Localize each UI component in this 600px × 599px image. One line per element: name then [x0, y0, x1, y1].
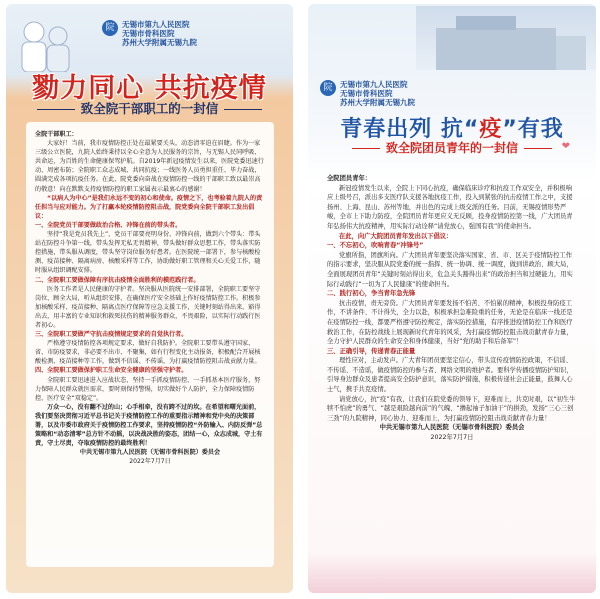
letter-card: [318, 166, 586, 586]
paragraph: 抗击疫情，责无旁贷。广大团员青年要发扬不怕苦、不怕累的精神，积极投身防疫工作，不讲条件、不计得失，全力以赴，积极承担急难险重的任务，无论是在临床一线还是在疫情防控一线，都要严格遵守防控规定，落实防控措施，有序推进疫情防控工作和医疗救治工作，在防控战线上展现新时代青年的风采，为打赢疫情防控阻击战贡献青春力量，全力守护人民群众的生命安全和身体健康，当好“党的助手和后备军”！: [327, 299, 573, 346]
poster-headline: 青春出列 抗“疫”有我: [340, 117, 564, 142]
hospital-logo: [102, 20, 197, 47]
date: 2022年7月7日: [129, 458, 171, 466]
section-heading: 一、全院党员干部要做政治合格、冲锋在前的带头者。: [35, 221, 182, 229]
signature: 中共无锡市第九人民医院（无锡市骨科医院）委员会: [379, 424, 525, 432]
hospital-emblem-icon: 院: [102, 20, 118, 36]
paragraph: 医务工作者是人民健康的守护者。坚决服从医院统一安排部署，全院职工要坚守岗位、顾全大局，听从组织安排，在确保医疗安全基础上作好疫情防控工作。积极参加核酸采样、疫苗接种、隔离点医疗保障等应急支援工作，关键时刻站得出来、豁得出去，用丰富的专业知识和救死扶伤的精神服务群众，不畏艰险，以实际行动践行医者初心。: [35, 285, 261, 329]
logo-line-3: 苏州大学附属无锡九院: [122, 38, 197, 47]
paragraph: 新冠疫情发生以来，全院上下同心抗疫，确保临床诊疗和抗疫工作双安全，并积极响应上级号召，派出多支医疗队支援各地抗疫工作，投入到紧张的抗击疫情工作之中，支援扬州、上海、昆山、苏州等地，并出色的完成上级交派的任务。目前，无锡疫情形势严峻，全市上下助力防疫，全院团员青年更应义无反顾，投身疫情防控第一线，广大团员青年弘扬伟大抗疫精神，用实际行动诠释“请党放心，强国有我”的使命担当。: [327, 184, 573, 230]
appeal-paragraph: “以病人为中心”是我们永远不变的初心和使命。疫情之下，也考验着九院人的责任担当与应对能力。为了打赢本轮疫情防控阻击战，院党委向全院干部职工发出倡议：: [35, 194, 263, 220]
greeting: 全院干部职工：: [35, 131, 78, 138]
medical-staff-illustration: [16, 16, 78, 72]
letter-body: [26, 122, 274, 466]
appeal-paragraph: 在此，向广大院团员青年发出以下倡议：: [339, 232, 453, 240]
letter-card: [26, 122, 274, 567]
letter-body: [318, 166, 586, 443]
paragraph: 全院职工要迅速进入应战状态，坚持一手抓疫情防控、一手抓基本医疗服务，努力保障人民群众就医需求，要时刻保持警惕，切实做好个人防护，全力保障疫情防控、医疗安全“双稳定”。: [35, 376, 261, 402]
paragraph: 党旗所指，团旗所向。广大团员青年要坚决落实国家、省、市、区关于疫情防控工作的指示要求，坚决服从院党委的统一指挥、统一协调、统一调度，做到讲政治、顾大局，全面展现团员青年“关键时刻站得出来，危急关头豁得出来”的政治担当和过硬能力，用实际行动践行“一切为了人民健康”的使命担当。: [327, 251, 573, 288]
logo-line-2: 无锡市骨科医院: [340, 89, 393, 98]
section-heading: 二、全院职工要做保障有序抗击疫情全面胜利的模范践行者。: [35, 276, 200, 284]
section-heading: 三、正确引导，传递青春正能量: [327, 347, 416, 355]
greeting: 全院团员青年：: [327, 175, 372, 182]
poster-subtitle: 致全院团员青年的一封信: [308, 139, 596, 156]
paragraph: 大家好！当前，我市疫情防控正处在最紧要关头，动态清零迫在眉睫。作为一家三级公立医院，九院人始终秉持以全心全意为人民服务的宗旨，与无锡人民同呼吸、共命运，为百姓的生命健康保驾护航。自2019年新冠疫情发生以来，医院党委迅速行动、周密布防；全院职工众志成城、共同抗疫；一线医务人员勇担重任、毕力奋战，圆满完成各项抗疫任务。在此，院党委向奋战在疫情防控一线的干部职工致以最崇高的敬意！向在默默支持疫情防控的职工家属表示最衷心的感谢！: [35, 140, 264, 193]
section-heading: 一、不忘初心，吹响青春“冲锋号”: [327, 242, 424, 250]
paragraph: 严格遵守疫情防控各项规定要求，做好自我防护。全院职工要带头遵守国家、省、市防疫要求，非必要不出市、不聚集，如有行程变化主动报备，积极配合开展核酸检测、疫苗接种等工作，做到不信谣、不传谣，为打赢疫情防控阻击战贡献力量。: [35, 340, 261, 366]
logo-line-2: 无锡市骨科医院: [122, 29, 175, 38]
right-poster: [308, 4, 596, 593]
paragraph: 坚持“我是党员我先上”，党员干部要亮明身份、冲锋向前，做到六个带头：带头站在防控斗争第一线，带头发挥无私无畏精神，带头做好群众思想工作，带头落实防控措施，带头服从调度，带头坚守岗位服务好患者。在医院统一部署下，参与核酸检测、疫苗接种、隔离病房、核酸采样等工作，协助做好职工管理和关心关爱工作，随时服从组织调配安排。: [35, 231, 261, 275]
section-heading: 四、全院职工要做保护职工生命安全健康的坚强守护者。: [35, 367, 188, 375]
poster-subtitle: 致全院干部职工的一封信: [6, 99, 293, 117]
logo-line-1: 无锡市第九人民医院: [122, 20, 190, 29]
paragraph: 理性应对，主动发声。广大青年团员要坚定信心，带头宣传疫情防控政策，不信谣、不传谣、不造谣，做疫情防控的参与者、网络文明的维护者。要科学传播疫情防护知识，引导身边群众及患者提高安全防护意识，落实防护措施，积极传递社会正能量，鼓舞人心士气，携手共克疫情。: [327, 357, 573, 394]
heart-icon: ❤: [561, 141, 570, 152]
hospital-logo: [320, 80, 415, 107]
hospital-building-photo: [416, 6, 596, 70]
section-heading: 三、全院职工要做严守抗击疫情规定要求的自觉执行者。: [35, 331, 188, 339]
closing-paragraph: 万众一心，没有翻不过的山；心手相牵，没有跨不过的坎。在希望和曙光面前，我们要坚决贯彻习近平总书记关于疫情防控工作的重要指示精神和党中央的决策部署，以及市委市政府关于疫情防控工作要求，坚持疫情防控“外防输入、内防反弹”总策略和“动态清零”总方针不动摇，以决战决胜的姿态，团结一心，众志成城，守土有责，守土尽责，夺取疫情防控的最终胜利！: [35, 403, 263, 448]
date: 2022年7月7日: [430, 434, 474, 442]
hospital-emblem-icon: 院: [320, 80, 336, 96]
poster-headline: 勠力同心 共抗疫情: [32, 73, 267, 104]
left-poster: [6, 4, 293, 593]
logo-line-1: 无锡市第九人民医院: [340, 80, 408, 89]
signature: 中共无锡市第九人民医院（无锡市骨科医院）委员会: [79, 449, 221, 457]
decorative-wave: [308, 553, 596, 593]
closing-paragraph: 请党放心，抗“疫”有我，让我们在院党委的领导下，迎难而上，共克时艰，以“初生牛犊不怕虎”的勇气、“越是艰险越向前”的气魄、“撸起袖子加油干”的拼劲，发扬“三心三创三劲”的九院精神，同心协力、迎难而上，为打赢疫情防控阻击战贡献青春力量！: [327, 395, 576, 422]
section-heading: 二、践行初心，争当青年急先锋: [327, 290, 416, 298]
logo-line-3: 苏州大学附属无锡九院: [340, 98, 415, 107]
